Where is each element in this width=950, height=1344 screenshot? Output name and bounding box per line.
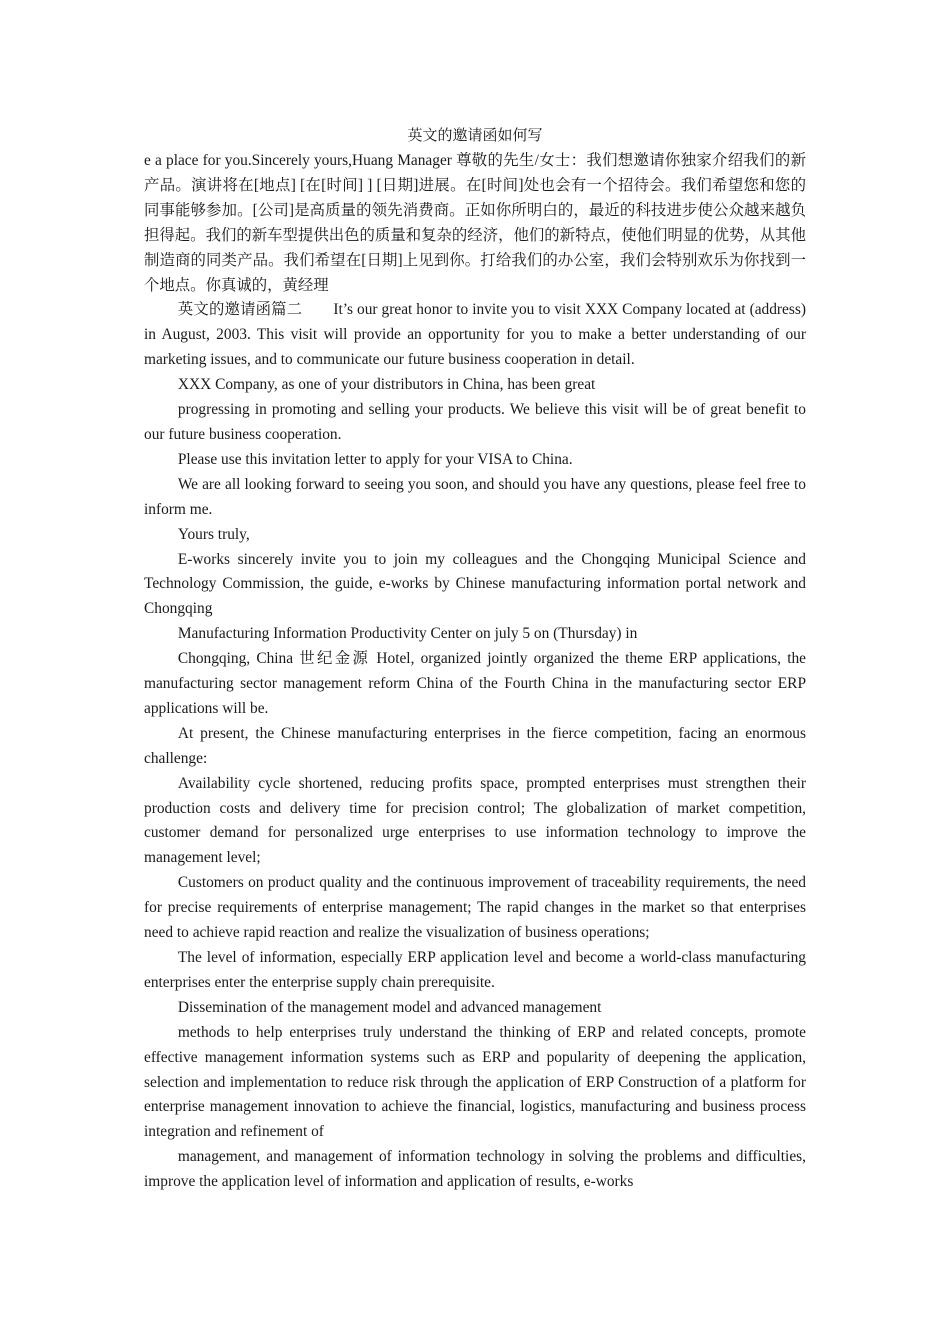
paragraph-productivity-center: Manufacturing Information Productivity Center on july 5 on (Thursday) in — [177, 625, 638, 643]
paragraph-visa: Please use this invitation letter to apply for your VISA to China. — [177, 450, 573, 468]
document-page — [144, 124, 806, 1195]
paragraph-customers: Customers on product quality and the continuous improvement of traceability requirements, the need for precise requirements of enterprise management; The rapid changes in the market so that enterprises need to achieve rapid reaction and realize the visualization of business operations; — [144, 874, 806, 942]
paragraph-looking-forward: We are all looking forward to seeing you soon, and should you have any questions, please feel free to inform me. — [144, 475, 806, 518]
paragraph-eworks-invite: E-works sincerely invite you to join my colleagues and the Chongqing Municipal Science and Technology Commission, the guide, e-works by Chinese manufacturing information portal network and Chongqing — [144, 550, 806, 618]
paragraph-hotel: Chongqing, China 世纪金源 Hotel, organized jointly organized the theme ERP applications, the manufacturing sector management reform China of the Fourth China in the manufacturing sector ERP applications will be. — [144, 650, 806, 717]
paragraph-dissemination: Dissemination of the management model and advanced management — [177, 998, 602, 1016]
paragraph-distributor: XXX Company, as one of your distributors in China, has been great — [177, 376, 596, 394]
paragraph-progress: progressing in promoting and selling your products. We believe this visit will be of great benefit to our future business cooperation. — [144, 401, 806, 443]
paragraph-invitation-2-intro: 英文的邀请函篇二 It’s our great honor to invite you to visit XXX Company located at (address) in August, 2003. This visit will provide an opportunity for you to make a better understanding of our marketing issues, and to communicate our future business cooperation in detail. — [144, 301, 806, 369]
paragraph-availability: Availability cycle shortened, reducing profits space, prompted enterprises must strengthen their production costs and delivery time for precision control; The globalization of market competition, customer demand for personalized urge enterprises to use information technology to improve the management level; — [144, 774, 806, 867]
paragraph-management: management, and management of information technology in solving the problems and difficulties, improve the application level of information and application of results, e-works — [144, 1148, 806, 1191]
paragraph-information-level: The level of information, especially ERP application level and become a world-class manufacturing enterprises enter the enterprise supply chain prerequisite. — [144, 949, 806, 991]
paragraph-methods: methods to help enterprises truly understand the thinking of ERP and related concepts, promote effective management information systems such as ERP and popularity of deepening the application, selection and implementation to reduce risk through the application of ERP Construction of a platform for enterprise management innovation to achieve the financial, logistics, manufacturing and business process integration and refinement of — [144, 1023, 806, 1141]
paragraph-signoff: Yours truly, — [177, 525, 250, 543]
paragraph-challenge: At present, the Chinese manufacturing enterprises in the fierce competition, facing an enormous challenge: — [144, 724, 806, 767]
paragraph-chinese-letter: e a place for you.Sincerely yours,Huang Manager 尊敬的先生/女士：我们想邀请你独家介绍我们的新产品。演讲将在[地点] [在[时间] ] [日期]进展。在[时间]处也会有一个招待会。我们希望您和您的同事能够参加。[公司]是高质量的领先消费商。正如你所明白的，最近的科技进步使公众越来越负担得起。我们的新车型提供出色的质量和复杂的经济，他们的新特点，使他们明显的优势，从其他制造商的同类产品。我们希望在[日期]上见到你。打给我们的办公室，我们会特别欢乐为你找到一个地点。你真诚的，黄经理 — [144, 152, 806, 294]
document-title: 英文的邀请函如何写 — [407, 128, 543, 144]
